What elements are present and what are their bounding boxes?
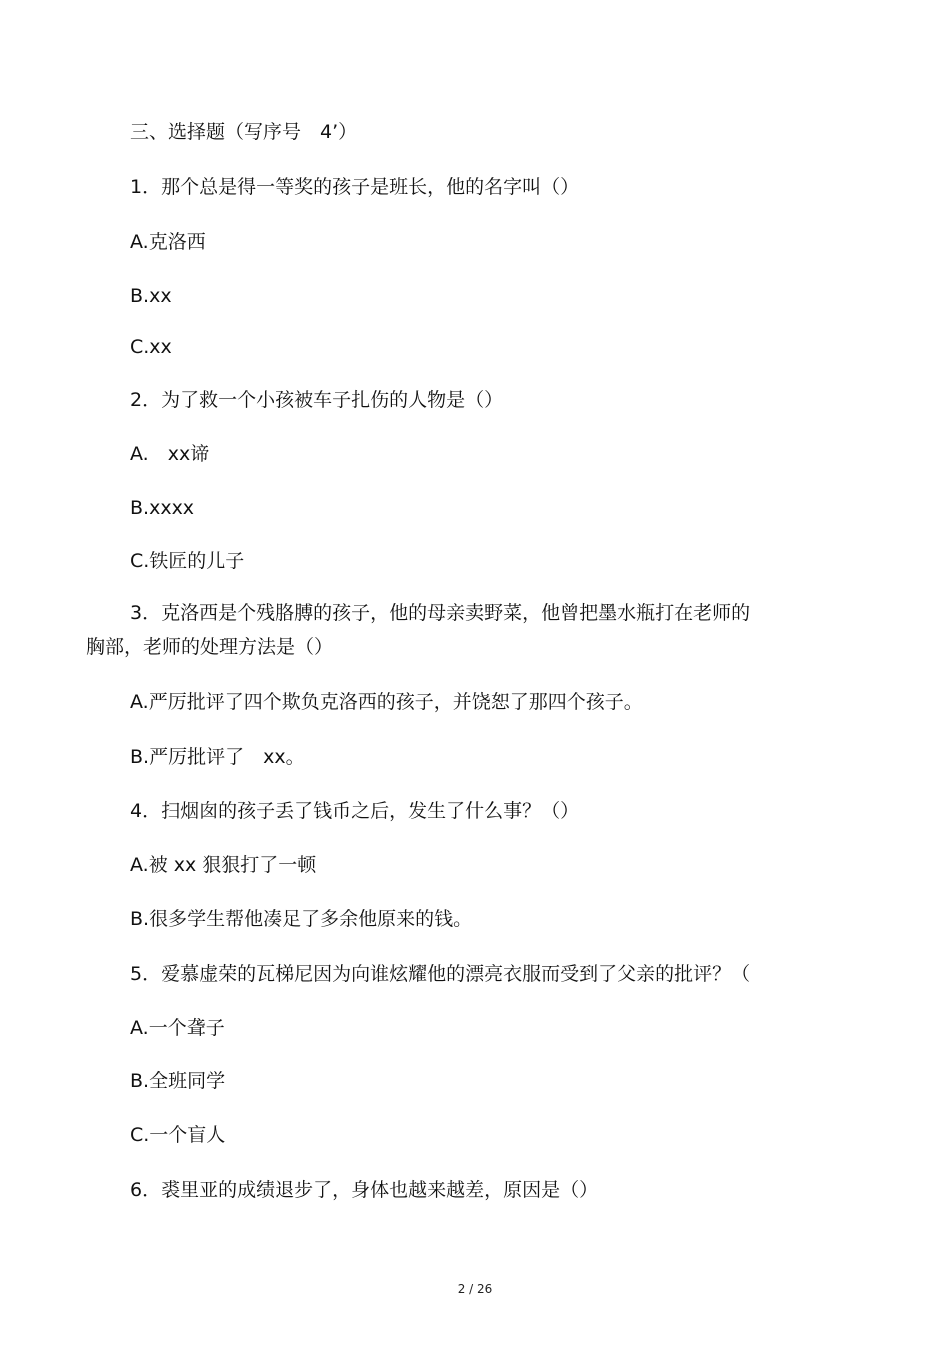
question-2-stem: 2．为了救一个小孩被车子扎伤的人物是（） [130, 389, 504, 411]
page-indicator: 2 / 26 [457, 1282, 493, 1296]
question-5-option-c: C.一个盲人 [130, 1124, 226, 1146]
question-4-option-b: B.很多学生帮他凑足了多余他原来的钱。 [130, 908, 473, 930]
question-6-stem: 6．裘里亚的成绩退步了，身体也越来越差，原因是（） [130, 1179, 599, 1201]
question-1-option-b: B.xx [130, 285, 172, 307]
question-2-option-b: B.xxxx [130, 497, 195, 519]
question-1-option-a: A.克洛西 [130, 231, 206, 253]
question-3-stem-line-2: 胸部，老师的处理方法是（） [86, 636, 334, 658]
question-5-option-a: A.一个聋子 [130, 1017, 225, 1039]
question-3-option-a: A.严厉批评了四个欺负克洛西的孩子，并饶恕了那四个孩子。 [130, 691, 643, 713]
question-2-option-a: A. xx谛 [130, 443, 210, 465]
question-2-option-c: C.铁匠的儿子 [130, 550, 245, 572]
question-1-option-c: C.xx [130, 336, 172, 358]
section-heading: 三、选择题（写序号 4’） [130, 121, 358, 143]
question-1-stem: 1．那个总是得一等奖的孩子是班长，他的名字叫（） [130, 176, 580, 198]
question-3-option-b: B.严厉批评了 xx。 [130, 746, 305, 768]
question-5-option-b: B.全班同学 [130, 1070, 226, 1092]
question-4-stem: 4．扫烟囱的孩子丢了钱币之后，发生了什么事？（） [130, 800, 580, 822]
question-5-stem: 5．爱慕虚荣的瓦梯尼因为向谁炫耀他的漂亮衣服而受到了父亲的批评？（ [130, 963, 751, 985]
question-4-option-a: A.被 xx 狠狠打了一顿 [130, 854, 317, 876]
question-3-stem-line-1: 3．克洛西是个残胳膊的孩子，他的母亲卖野菜，他曾把墨水瓶打在老师的 [130, 602, 751, 624]
